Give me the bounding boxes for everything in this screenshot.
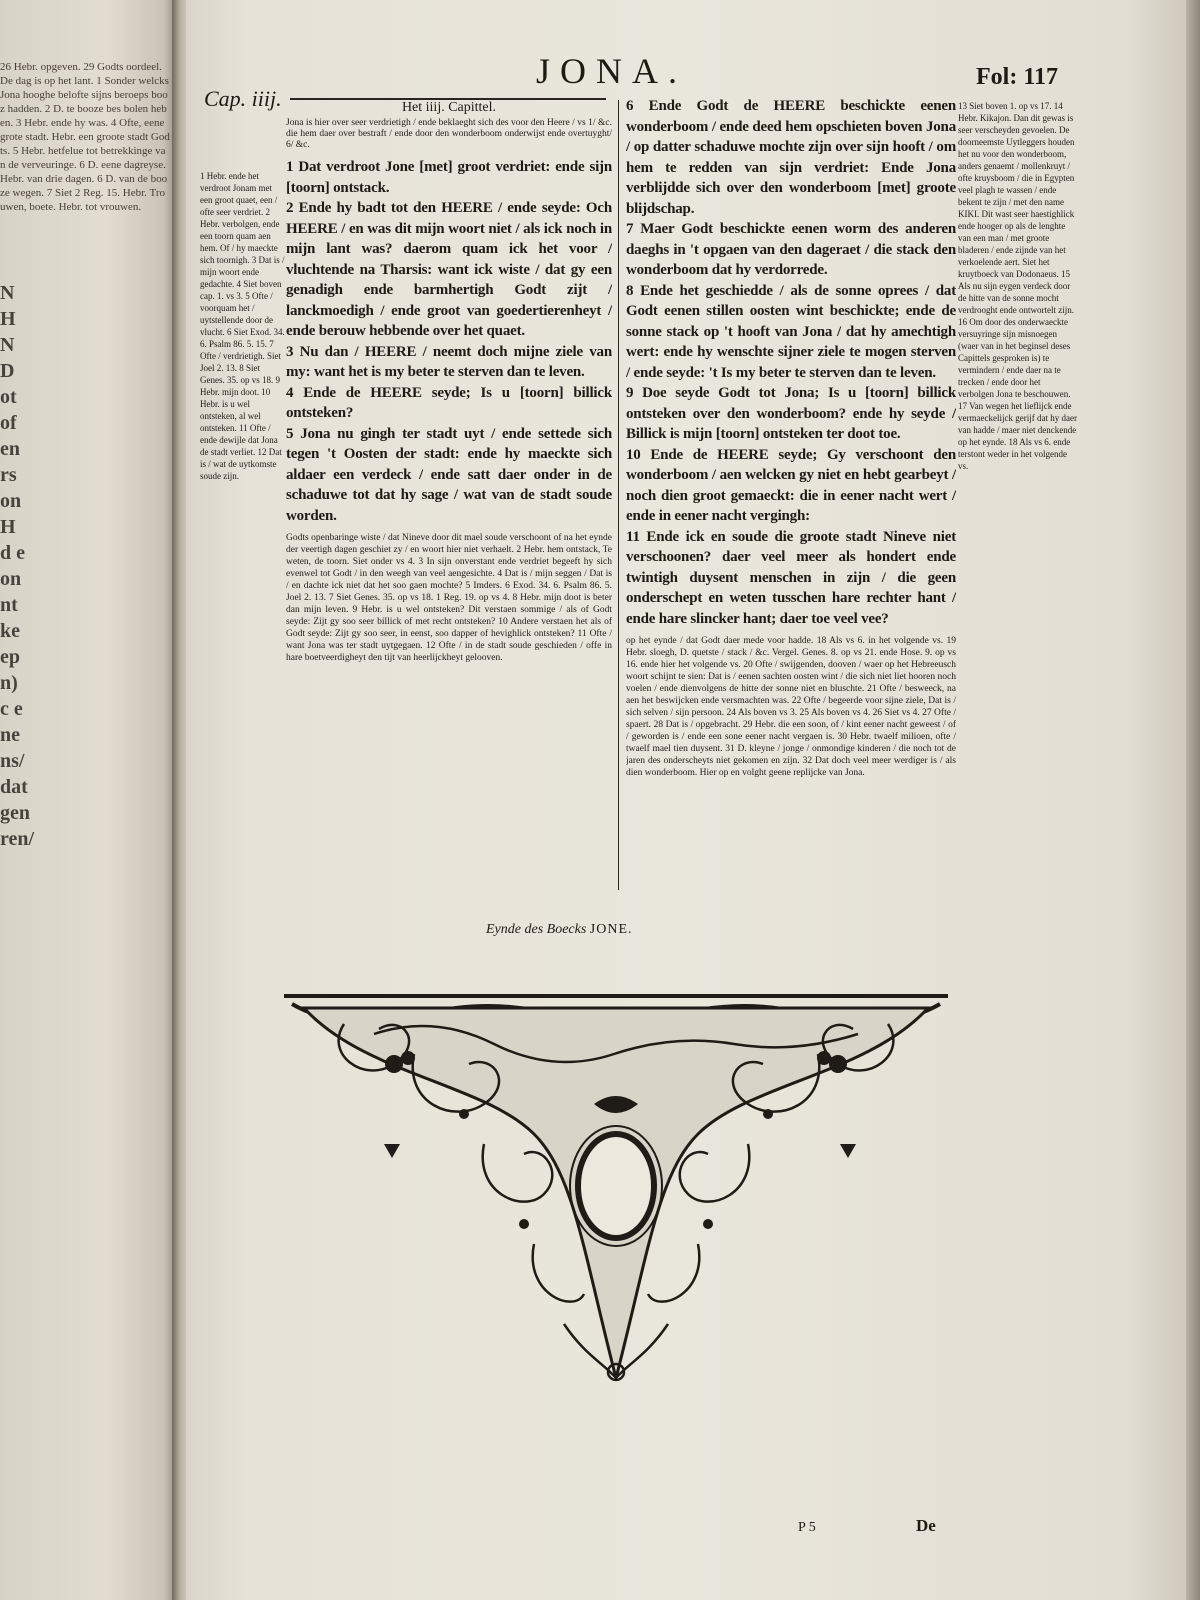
verse-4: 4 Ende de HEERE seyde; Is u [toorn] billick ontsteken?	[286, 384, 612, 421]
right-margin-note-text: 13 Siet boven 1. op vs 17. 14 Hebr. Kikajon. Dan dit gewas is seer verscheyden gevoelen. De doorneemste Uytleggers houden het nu voor den wonderboom, anders genaemt / mollenkruyt / ofte kruysboom / die in Egypten veel plagh te wassen / ende bekent te zijn / met den name KIKI. Dit wast seer haestighlick ende hooger op als de lenghte van een man / met groote bladeren / ende zijnde van het verkoelende aert. Siet het kruytboeck van Dodonaeus. 15 Als nu sijn eygen verdeck door de hitte van de sonne mocht verdrooght ende ontwortelt zijn. 16 Om door des onderwaeckte versuyringe sijn misnoegen (waer van in het beginsel deses Capittels gesproken is) te vermindern / ende daer na te trecken / ende door het verbolgen Jona te beschouwen. 17 Van wegen het lieflijck ende vermaeckelijck gerijf dat hy daer van hadde / maer niet denckende op het eynde. 18 Als vs 6. ende terstont weder in het volgende vs.	[958, 101, 1077, 471]
running-title: JONA.	[536, 51, 688, 91]
text-column-right	[626, 96, 956, 886]
left-margin-note-text: 1 Hebr. ende het verdroot Jonam met een groot quaet, een / ofte seer verdriet. 2 Hebr. verbolgen, ende een toorn quam aen hem. Of / hy maeckte sich toornigh. 3 Dat is / mijn woort ende gedachte. 4 Siet boven cap. 1. vs 3. 5 Ofte / voorquam het / uytstellende door de vlucht. 6 Siet Exod. 34. 6. Psalm 86. 5. 15. 7 Ofte / verdrietigh. Siet Joel 2. 13. 8 Siet Genes. 35. op vs 18. 9 Hebr. mijn doot. 10 Hebr. is u wel ontsteken, al wel ontsteken. 11 Ofte / ende dewijle dat Jona de stadt verliet. 12 Dat is / wat de uytkomste soude zijn.	[200, 171, 285, 481]
left-page-fragment-text: 26 Hebr. opgeven. 29 Godts oordeel. De dag is op het lant. 1 Sonder welcks Jona hooghe belofte sijns beroeps booz hadden. 2 D. te booze bes bolen heben. 3 Hebr. ende hy was. 4 Ofte, eene grote stadt. Hebr. een groote stadt Godts. 5 Hebr. hetfelue tot betrekkinge van de verveuringe. 6 D. eene dagreyse. Hebr. van drie dagen. 6 D. van de booze wegen. 7 Siet 2 Reg. 15. Hebr. Trouwen, boete. Hebr. tot vrouwen.	[0, 61, 172, 213]
verse-8: 8 Ende het geschiedde / als de sonne oprees / dat Godt eenen stillen oosten wint beschickte; ende de sonne stack op 't hooft van Jona / dat hy amechtigh wert: ende hy wenschte sijner ziele te mogen sterven / ende seyde: 't Is my beter te sterven dan te leven.	[626, 282, 956, 381]
ending-name: JONE.	[589, 922, 633, 937]
verse-7: 7 Maer Godt beschickte eenen worm des anderen daeghs in 't opgaen van den dageraet / die stack den wonderboom dat hy verdorrede.	[626, 221, 956, 278]
column-divider	[618, 100, 619, 890]
decorative-tailpiece-ornament	[284, 994, 948, 1386]
chapter-summary: Jona is hier over seer verdrietigh / ende beklaeght sich des voor den Heere / vs 1/ &c. die hem daer over bestraft / ende door den wonderboom onderwijst ende overtuyght/ 6/ &c.	[286, 118, 612, 150]
footnotes-left: Godts openbaringe wiste / dat Nineve door dit mael soude verschoont of na het eynde der veertigh dagen geschiet zy / en woort hier niet verhaelt. 2 Hebr. hem ontstack, Te weten, de toorn. Siet onder vs 4. 3 In sijn onverstant ende verdriet begeeft hy sich evenwel tot Godt / in den weegh van veel aengesichte. 4 Dat is / mijn seggen / Dat is / en dachte ick niet dat het soo gaen mochte? 5 Imders. 6 Exod. 34. 6. Psalm 86. 5. Joel 2. 13. 7 Siet Genes. 35. op vs 18. 1 Reg. 19. op vs 4. 8 Hebr. mijn doot is beter dan mijn leven. 9 Hebr. is u wel ontsteken? Dit verstaen sommige / als of Godt seyde: Zijt gy soo seer billick of met recht ontsteken? 10 Andere verstaen het als of Godt seyde: Zijt gy soo seer, in eenst, soo dapper of hevighlick ontsteken? 11 Ofte / want Jona was ter stadt uytgegaen. 12 Ofte / in de stadt soude geschieden / offe in hare boetveerdigheyt den tijt van heerlijckheyt gelooven.	[286, 533, 612, 663]
running-chapter: Cap. iiij.	[204, 86, 282, 111]
verse-6: 6 Ende Godt de HEERE beschickte eenen wonderboom / ende deed hem opschieten boven Jona / op datter schaduwe mochte zijn over sijn hooft / om hem te redden van sijn verdriet: Ende Jona verblijdde sich over den wonderboom [met] groote blijdschap.	[626, 98, 956, 217]
left-page-large-text: N H N D ot of en rs on H d e on nt ke ep n) c e ne ns/ dat gen ren/	[0, 282, 35, 850]
verse-3: 3 Nu dan / HEERE / neemt doch mijne ziele van my: want het is my beter te sterven dan te leven.	[286, 343, 612, 380]
verse-9: 9 Doe seyde Godt tot Jona; Is u [toorn] billick ontsteken over den wonderboom? ende hy seyde / Billick is mijn [toorn] ontsteken ter doot toe.	[626, 385, 956, 442]
signature-mark: P 5	[798, 1520, 816, 1535]
chapter-heading: Het iiij. Capittel.	[401, 100, 497, 115]
right-page	[186, 0, 1186, 1600]
text-column-left	[286, 100, 612, 890]
left-page	[0, 0, 178, 1600]
book-ending-line	[486, 922, 633, 938]
page-edge	[1186, 0, 1200, 1600]
verse-1: 1 Dat verdroot Jone [met] groot verdriet: ende sijn [toorn] ontstack.	[286, 159, 612, 196]
ending-prefix: Eynde des Boecks	[486, 922, 587, 937]
left-margin-notes	[200, 170, 286, 610]
folio-number: Fol: 117	[976, 64, 1058, 90]
verse-5: 5 Jona nu gingh ter stadt uyt / ende settede sich tegen 't Oosten der stadt: ende hy maeckte sich aldaer een verdeck / ende satt daer onder in de schaduwe tot dat hy sage / wat van de stadt soude worden.	[286, 425, 612, 524]
catchword: De	[916, 1516, 936, 1535]
verse-2: 2 Ende hy badt tot den HEERE / ende seyde: Och HEERE / en was dit mijn woort niet / als ick noch in mijn lant was? daerom quam ick het voor / vluchtende na Tharsis: want ick wiste / dat gy een genadigh ende barmhertigh Godt zijt / lanckmoedigh / ende groot van goedertierenheyt / ende berouw hebbende over het quaet.	[286, 200, 612, 339]
footnotes-right: op het eynde / dat Godt daer mede voor hadde. 18 Als vs 6. in het volgende vs. 19 Hebr. sloegh, D. quetste / stack / &c. Vergel. Genes. 8. op vs 21. ende Hose. 9. op vs 16. ende hier het volgende vs. 20 Ofte / swijgenden, dooven / waer op het Hebreeusch woort schijnt te sien: Dat is / eenen sachten oosten wint / die sich niet liet hooren noch voelen / ende dienvolgens de hitte der sonne niet en bluschte. 21 Ofte / besweeck, na aen het beswijcken ende versmachten was. 22 Ofte / begeerde voor sijne ziele, Dat is / sich selven / sijn persoon. 24 Als boven vs 3. 25 Als boven vs 4. 26 Siet vs 4. 27 Ofte / spaert. 28 Dat is / opgebracht. 29 Hebr. die een soon, of / kint eener nacht geweest / of / geworden is / ende een sone eener nacht vergaen is. 30 Hebr. twaelf milioen, ofte / twaelf mael tien duysent. 31 D. kleyne / jonge / onmondige kinderen / die noch tot de jaren des onderscheyts niet gekomen en zijn. 32 Dat doch veel meer werdiger is / als dien wonderboom. Hier op en volght geene replijcke van Jona.	[626, 636, 956, 778]
verse-11: 11 Ende ick en soude die groote stadt Nineve niet verschoonen? daer veel meer als hondert ende twintigh duysent menschen in zijn / die geen onderschept en weten tusschen hare rechter hant / ende hare slincker hant; daer toe veel vee?	[626, 528, 956, 627]
verse-10: 10 Ende de HEERE seyde; Gy verschoont den wonderboom / aen welcken gy niet en hebt gearbeyt / noch dien groot gemaeckt: die in eener nacht wert / ende in eener nacht vergingh:	[626, 446, 956, 524]
right-margin-notes	[958, 100, 1078, 720]
